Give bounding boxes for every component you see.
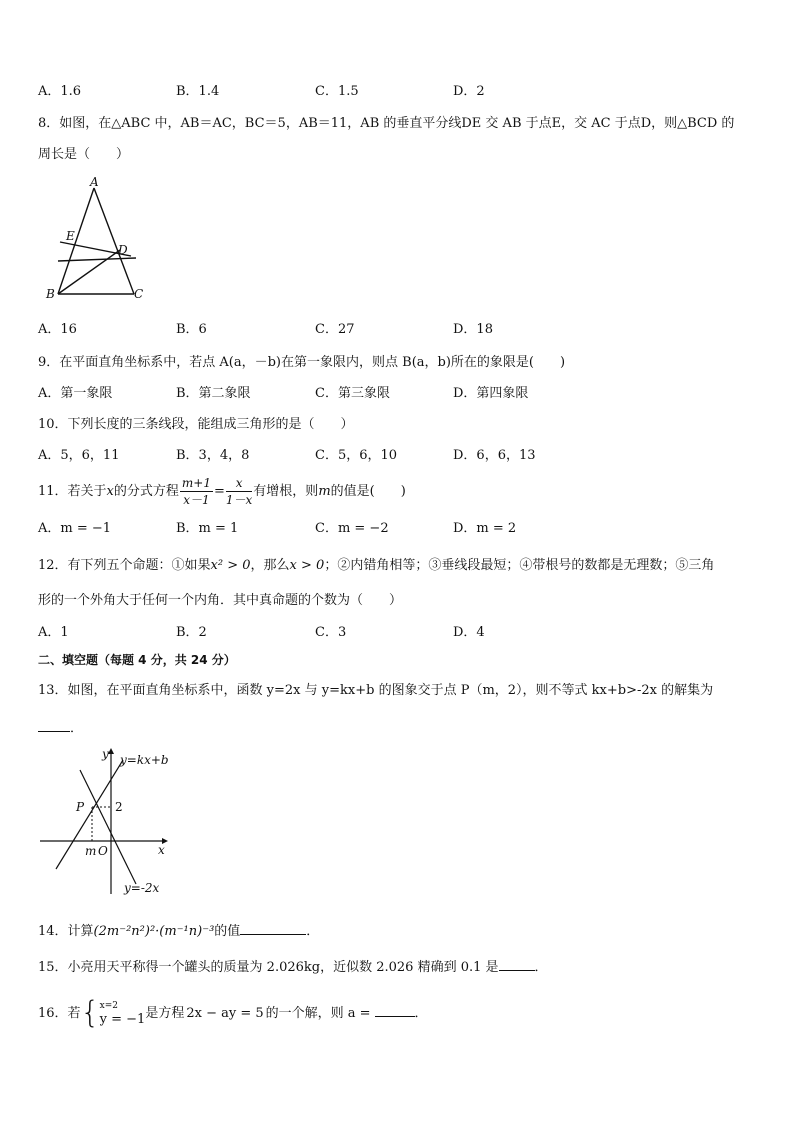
q9-text: 9．在平面直角坐标系中，若点 A(a，－b)在第一象限内，则点 B(a，b)所在的象限是( ) — [38, 355, 566, 370]
q16-mid: 是方程 — [145, 1006, 185, 1021]
q10-option-b: B．3，4，8 — [176, 448, 250, 463]
q7-option-c: C．1.5 — [315, 84, 359, 99]
q16-suffix: 的一个解，则 a = — [265, 1006, 371, 1021]
q12-math2: x > 0 — [289, 558, 325, 573]
q11-line — [38, 474, 406, 510]
q7-option-d: D．2 — [453, 84, 485, 99]
q12-option-d: D．4 — [453, 625, 485, 640]
q10-option-c: C．5，6，10 — [315, 448, 398, 463]
q8-option-b: B．6 — [176, 322, 207, 337]
q11-option-a: A．m = −1 — [38, 521, 112, 536]
q16-prefix: 16．若 — [38, 1006, 81, 1021]
q11-option-b: B．m = 1 — [176, 521, 239, 536]
q11-fraction-2 — [226, 475, 252, 508]
q13-end: ． — [70, 721, 84, 736]
q16-brace: { — [80, 995, 100, 1031]
q16-system — [100, 1000, 146, 1028]
q13-line1-label: y=kx+b — [120, 753, 169, 767]
q9-option-a: A．第一象限 — [38, 386, 113, 401]
q13-coordinate-figure — [38, 744, 173, 899]
q12-line1-c: ；②内错角相等；③垂线段最短；④带根号的数都是无理数；⑤三角 — [324, 558, 715, 573]
q12-line1-a: 12．有下列五个命题：①如果 — [38, 558, 211, 573]
q8-line2: 周长是（ ） — [38, 147, 130, 162]
q11-frac2-num: x — [226, 475, 252, 492]
q7-option-a: A．1.6 — [38, 84, 82, 99]
q9-option-c: C．第三象限 — [315, 386, 390, 401]
q11-suffix: 的值是( ) — [330, 484, 406, 499]
q8-triangle-figure — [38, 176, 158, 306]
q12-option-a: A．1 — [38, 625, 69, 640]
q16-end: ． — [414, 1006, 428, 1021]
q11-frac2-den: 1－x — [225, 493, 253, 507]
q16-answer-blank — [375, 1004, 415, 1017]
q13-y-axis-label: y — [102, 747, 109, 761]
q11-m-var: m — [318, 484, 331, 499]
q11-frac1-den: x－1 — [183, 493, 210, 507]
q8-label-d: D — [118, 243, 128, 257]
q14-expression: (2m⁻²n²)²·(m⁻¹n)⁻³ — [93, 924, 215, 939]
q11-eq: = — [213, 484, 225, 499]
q12-line1 — [38, 558, 714, 574]
q15-answer-blank — [499, 958, 535, 971]
q16-equation: 2x − ay = 5 — [186, 1006, 264, 1021]
q16-line — [38, 995, 428, 1031]
q11-prefix: 11．若关于 — [38, 484, 107, 499]
q16-system-bottom: y = −1 — [99, 1011, 146, 1027]
q12-option-b: B．2 — [176, 625, 207, 640]
q8-label-c: C — [134, 287, 144, 301]
q15-line — [38, 958, 548, 976]
q14-line — [38, 922, 319, 940]
q8-label-a: A — [90, 176, 99, 189]
q10-option-d: D．6，6，13 — [453, 448, 536, 463]
q12-line2: 形的一个外角大于任何一个内角．其中真命题的个数为（ ） — [38, 593, 403, 608]
q13-line2-label: y=-2x — [124, 881, 160, 895]
q12-line1-b: ，那么 — [250, 558, 290, 573]
section-2-title: 二、填空题（每题 4 分，共 24 分） — [38, 653, 236, 667]
q11-fraction-1 — [180, 475, 213, 508]
q11-option-c: C．m = −2 — [315, 521, 389, 536]
q13-x-axis-label: x — [158, 843, 165, 857]
q11-mid1: 的分式方程 — [113, 484, 179, 499]
q14-answer-blank — [240, 922, 306, 935]
q12-option-c: C．3 — [315, 625, 347, 640]
q8-label-b: B — [46, 287, 55, 301]
q8-label-e: E — [66, 229, 75, 243]
q7-option-b: B．1.4 — [176, 84, 220, 99]
q8-option-c: C．27 — [315, 322, 355, 337]
q11-option-d: D．m = 2 — [453, 521, 517, 536]
q13-text: 13．如图，在平面直角坐标系中，函数 y=2x 与 y=kx+b 的图象交于点 P（m，2），则不等式 kx+b>-2x 的解集为 — [38, 683, 714, 698]
q13-label-p: P — [76, 800, 85, 814]
q9-option-d: D．第四象限 — [453, 386, 529, 401]
q13-label-m: m — [85, 844, 97, 858]
q11-frac1-num: m+1 — [181, 476, 211, 490]
q10-text: 10．下列长度的三条线段，能组成三角形的是（ ） — [38, 417, 354, 432]
q14-end: ． — [306, 924, 320, 939]
q14-prefix: 14．计算 — [38, 924, 94, 939]
q12-math1: x² > 0 — [210, 558, 251, 573]
q10-option-a: A．5，6，11 — [38, 448, 120, 463]
q13-answer-blank — [38, 719, 70, 732]
q14-suffix: 的值 — [214, 924, 241, 939]
q16-system-top: x=2 — [99, 1000, 118, 1011]
q11-x-var: x — [106, 484, 114, 499]
q15-end: ． — [534, 960, 548, 975]
q9-option-b: B．第二象限 — [176, 386, 251, 401]
q8-option-a: A．16 — [38, 322, 77, 337]
q13-answer-line — [38, 719, 83, 737]
q13-label-2: 2 — [115, 800, 123, 814]
q8-line1: 8．如图，在△ABC 中，AB＝AC，BC＝5，AB＝11，AB 的垂直平分线DE 交 AB 于点E，交 AC 于点D，则△BCD 的 — [38, 116, 735, 131]
q13-label-o: O — [98, 844, 108, 858]
q8-option-d: D．18 — [453, 322, 493, 337]
q15-text: 15．小亮用天平称得一个罐头的质量为 2.026kg，近似数 2.026 精确到 0.1 是 — [38, 960, 499, 975]
q11-mid2: 有增根，则 — [253, 484, 319, 499]
